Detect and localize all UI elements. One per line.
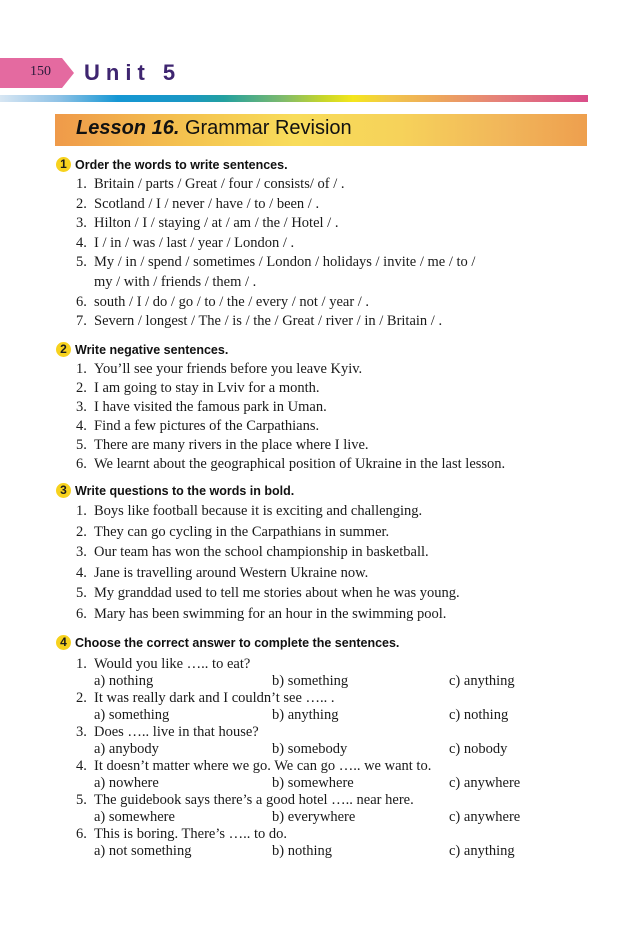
task-2 [56, 342, 596, 474]
item-number: 5. [76, 585, 87, 602]
multiple-choice-item [56, 690, 596, 724]
option-b: b) somebody [272, 741, 348, 757]
task-header [56, 157, 596, 175]
item-text: Hilton / I / staying / at / am / the / Hotel / . [94, 215, 339, 232]
item-number: 6. [76, 293, 87, 310]
item-number: 2. [76, 523, 87, 540]
multiple-choice-item [56, 656, 596, 690]
item-number: 2. [76, 195, 87, 212]
exercise-item [56, 234, 596, 254]
item-number: 1. [76, 503, 87, 519]
item-text: I am going to stay in Lviv for a month. [94, 380, 320, 396]
multiple-choice-item [56, 758, 596, 792]
item-number: 3. [76, 399, 87, 415]
exercise-item [56, 455, 596, 474]
option-c: c) anything [449, 673, 515, 689]
question [56, 690, 596, 707]
question-text: It doesn’t matter where we go. We can go ….. we want to. [94, 758, 432, 774]
multiple-choice-list [56, 656, 596, 860]
exercise-item [56, 214, 596, 234]
task-4 [56, 635, 596, 860]
item-text: Mary has been swimming for an hour in the swimming pool. [94, 605, 447, 622]
exercise-item [56, 379, 596, 398]
exercise-item [56, 583, 596, 604]
option-a: a) nowhere [94, 775, 159, 791]
item-text: There are many rivers in the place where I live. [94, 437, 369, 453]
item-number: 4. [76, 564, 87, 581]
exercise-item [56, 360, 596, 379]
item-number: 5. [76, 792, 87, 808]
item-number: 7. [76, 313, 87, 330]
rainbow-divider [0, 95, 588, 102]
item-text: They can go cycling in the Carpathians in summer. [94, 523, 390, 540]
item-number: 3. [76, 724, 87, 740]
page-number: 150 [30, 64, 51, 79]
question-text: Would you like ….. to eat? [94, 656, 251, 672]
item-text: Scotland / I / never / have / to / been / . [94, 195, 320, 212]
item-text: Severn / longest / The / is / the / Great / river / in / Britain / . [94, 313, 443, 330]
option-c: c) nothing [449, 707, 509, 723]
task-number-badge: 2 [56, 342, 71, 357]
task-1 [56, 157, 596, 332]
option-a: a) somewhere [94, 809, 175, 825]
lesson-number: Lesson 16. [76, 117, 180, 139]
multiple-choice-item [56, 826, 596, 860]
item-number: 4. [76, 418, 87, 434]
answer-options [56, 673, 596, 690]
question [56, 656, 596, 673]
option-b: b) nothing [272, 843, 333, 859]
item-number: 6. [76, 826, 87, 842]
answer-options [56, 775, 596, 792]
exercise-item [56, 501, 596, 522]
task-items [56, 175, 596, 332]
item-text: Our team has won the school championship in basketball. [94, 544, 429, 561]
lesson-title [76, 117, 352, 140]
task-items [56, 360, 596, 474]
task-header [56, 483, 596, 501]
option-c: c) anywhere [449, 775, 521, 791]
option-c: c) nobody [449, 741, 508, 757]
task-number-badge: 1 [56, 157, 71, 172]
item-number: 6. [76, 605, 87, 622]
answer-options [56, 843, 596, 860]
task-number-badge: 3 [56, 483, 71, 498]
task-3 [56, 483, 596, 625]
task-items [56, 501, 596, 625]
item-number: 4. [76, 234, 87, 251]
option-a: a) something [94, 707, 170, 723]
exercise-item [56, 175, 596, 195]
multiple-choice-item [56, 724, 596, 758]
option-a: a) nothing [94, 673, 154, 689]
multiple-choice-item [56, 792, 596, 826]
item-text: My / in / spend / sometimes / London / holidays / invite / me / to / [94, 254, 476, 271]
item-text: You’ll see your friends before you leave Kyiv. [94, 361, 363, 377]
question-text: Does ….. live in that house? [94, 724, 259, 740]
exercise-item-continuation [56, 273, 596, 293]
exercise-item [56, 436, 596, 455]
question [56, 792, 596, 809]
exercise-item [56, 195, 596, 215]
item-text: my / with / friends / them / . [94, 273, 257, 290]
exercise-item [56, 604, 596, 625]
question [56, 724, 596, 741]
item-number: 5. [76, 254, 87, 271]
item-text: I / in / was / last / year / London / . [94, 234, 295, 251]
exercise-item [56, 522, 596, 543]
task-instruction: Write negative sentences. [75, 343, 229, 357]
answer-options [56, 707, 596, 724]
item-text: I have visited the famous park in Uman. [94, 399, 327, 415]
lesson-name: Grammar Revision [184, 117, 352, 139]
task-instruction: Choose the correct answer to complete the sentences. [75, 636, 400, 650]
task-header [56, 342, 596, 360]
item-text: south / I / do / go / to / the / every / not / year / . [94, 293, 370, 310]
answer-options [56, 741, 596, 758]
exercise-item [56, 312, 596, 332]
item-text: Find a few pictures of the Carpathians. [94, 418, 320, 434]
task-instruction: Order the words to write sentences. [75, 158, 288, 172]
option-b: b) somewhere [272, 775, 354, 791]
option-c: c) anywhere [449, 809, 521, 825]
item-number: 6. [76, 456, 87, 472]
item-text: We learnt about the geographical position of Ukraine in the last lesson. [94, 456, 506, 472]
exercise-item [56, 398, 596, 417]
option-c: c) anything [449, 843, 515, 859]
question [56, 758, 596, 775]
option-a: a) not something [94, 843, 192, 859]
option-b: b) anything [272, 707, 339, 723]
item-text: Britain / parts / Great / four / consists/ of / . [94, 176, 345, 192]
question [56, 826, 596, 843]
exercise-item [56, 542, 596, 563]
exercise-item [56, 253, 596, 273]
item-text: My granddad used to tell me stories about when he was young. [94, 585, 460, 602]
item-number: 4. [76, 758, 87, 774]
unit-title: Unit 5 [84, 60, 182, 85]
option-a: a) anybody [94, 741, 159, 757]
question-text: The guidebook says there’s a good hotel ….. near here. [94, 792, 414, 808]
exercise-item [56, 563, 596, 584]
item-number: 1. [76, 656, 87, 672]
exercise-item [56, 293, 596, 313]
question-text: This is boring. There’s ….. to do. [94, 826, 288, 842]
exercise-item [56, 417, 596, 436]
item-number: 1. [76, 361, 87, 377]
task-header [56, 635, 596, 653]
item-number: 3. [76, 215, 87, 232]
answer-options [56, 809, 596, 826]
item-number: 3. [76, 544, 87, 561]
item-text: Jane is travelling around Western Ukraine now. [94, 564, 369, 581]
task-number-badge: 4 [56, 635, 71, 650]
task-instruction: Write questions to the words in bold. [75, 484, 295, 498]
item-number: 5. [76, 437, 87, 453]
question-text: It was really dark and I couldn’t see ….. . [94, 690, 335, 706]
item-text: Boys like football because it is exciting and challenging. [94, 503, 423, 519]
option-b: b) everywhere [272, 809, 356, 825]
item-number: 2. [76, 690, 87, 706]
option-b: b) something [272, 673, 349, 689]
item-number: 2. [76, 380, 87, 396]
item-number: 1. [76, 176, 87, 192]
